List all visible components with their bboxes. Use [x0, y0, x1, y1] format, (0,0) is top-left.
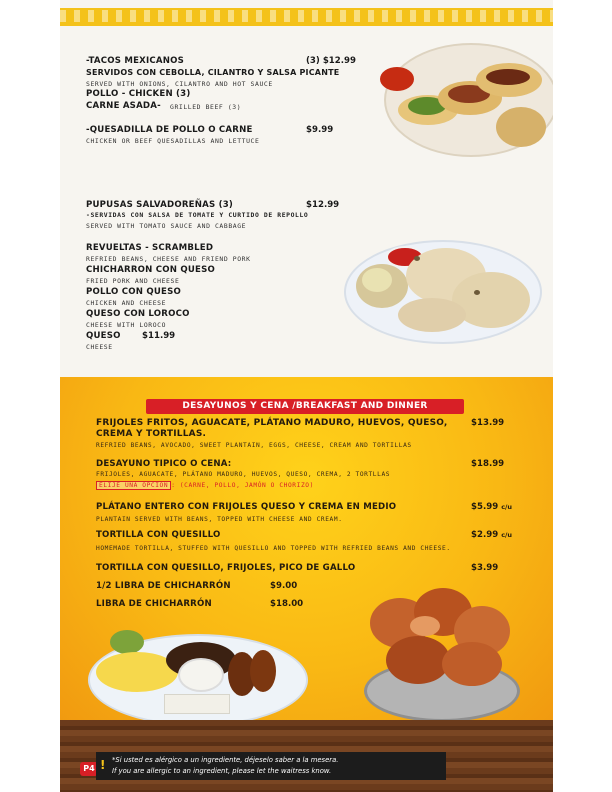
tortilla2-title: TORTILLA CON QUESILLO, FRIJOLES, PICO DE GALLO: [96, 563, 356, 573]
page-number: P4: [80, 762, 98, 776]
tacos-photo: [376, 37, 553, 162]
tipico-price: $18.99: [471, 459, 505, 469]
pupusas-english-desc: SERVED WITH TOMATO SAUCE AND CABBAGE: [86, 222, 247, 230]
tacos-english-desc: SERVED WITH ONIONS, CILANTRO AND HOT SAUCE: [86, 80, 273, 88]
frijoles-price: $13.99: [471, 418, 505, 428]
tortilla2-price: $3.99: [471, 563, 499, 573]
pupusas-photo: [344, 232, 540, 344]
pupusa-option-desc: CHICKEN AND CHEESE: [86, 299, 167, 307]
half-lb-title: 1/2 LIBRA DE CHICHARRÓN: [96, 581, 231, 591]
tortilla-price-value: $2.99: [471, 530, 499, 540]
lb-price: $18.00: [270, 599, 304, 609]
frijoles-title: FRIJOLES FRITOS, AGUACATE, PLÁTANO MADURO, HUEVOS, QUESO,: [96, 418, 448, 428]
frijoles-title-2: CREMA Y TORTILLAS.: [96, 429, 207, 439]
breakfast-banner: DESAYUNOS Y CENA /BREAKFAST AND DINNER: [146, 399, 464, 414]
tipico-desc: FRIJOLES, AGUACATE, PLÁTANO MADURO, HUEVOS, QUESO, CREMA, 2 TORTLLAS: [96, 471, 391, 478]
top-border-pattern: [60, 10, 553, 22]
quesadilla-title: -QUESADILLA DE POLLO O CARNE: [86, 125, 253, 135]
tortilla-unit: c/u: [501, 531, 513, 539]
chicharron-basket-photo: [350, 580, 530, 720]
pupusa-option-desc: CHEESE WITH LOROCO: [86, 321, 167, 329]
half-lb-price: $9.00: [270, 581, 298, 591]
platano-price-value: $5.99: [471, 502, 499, 512]
pupusa-option-title: CHICHARRON CON QUESO: [86, 265, 216, 275]
option-label: ELIJE UNA OPCION: [96, 481, 171, 490]
frijoles-desc: REFRIED BEANS, AVOCADO, SWEET PLANTAIN, EGGS, CHEESE, CREAM AND TORTILLAS: [96, 442, 412, 449]
tacos-pollo: POLLO - CHICKEN (3): [86, 89, 191, 99]
tipico-option: [96, 482, 314, 489]
platano-title: PLÁTANO ENTERO CON FRIJOLES QUESO Y CREMA EN MEDIO: [96, 502, 397, 512]
platano-desc: PLANTAIN SERVED WITH BEANS, TOPPED WITH CHEESE AND CREAM.: [96, 516, 343, 523]
tipico-title: DESAYUNO TIPICO O CENA:: [96, 459, 232, 469]
menu-page: [60, 0, 553, 792]
tacos-title: -TACOS MEXICANOS: [86, 56, 185, 66]
queso-price: $11.99: [142, 331, 176, 341]
platano-unit: c/u: [501, 503, 513, 511]
pupusa-option-desc: CHEESE: [86, 343, 113, 351]
quesadilla-desc: CHICKEN OR BEEF QUESADILLAS AND LETTUCE: [86, 137, 260, 145]
tacos-asada-desc: GRILLED BEEF (3): [170, 103, 242, 111]
tacos-spanish-desc: SERVIDOS CON CEBOLLA, CILANTRO Y SALSA PICANTE: [86, 68, 340, 77]
tortilla-title: TORTILLA CON QUESILLO: [96, 530, 221, 540]
pupusas-title: PUPUSAS SALVADOREÑAS (3): [86, 200, 234, 210]
tacos-asada: CARNE ASADA-: [86, 101, 161, 111]
allergy-english: If you are allergic to an ingredient, please let the waitress know.: [112, 767, 332, 775]
allergy-spanish: *Si usted es alérgico a un ingrediente, déjeselo saber a la mesera.: [112, 756, 339, 764]
pupusa-option-title: QUESO CON LOROCO: [86, 309, 190, 319]
pupusas-price: $12.99: [306, 200, 340, 210]
platano-price: [471, 502, 512, 512]
lb-title: LIBRA DE CHICHARRÓN: [96, 599, 212, 609]
pupusa-option-desc: FRIED PORK AND CHEESE: [86, 277, 180, 285]
pupusas-spanish-desc: -SERVIDAS CON SALSA DE TOMATE Y CURTIDO DE REPOLLO: [86, 211, 309, 219]
pupusa-option-title: REVUELTAS - SCRAMBLED: [86, 243, 214, 253]
quesadilla-price: $9.99: [306, 125, 334, 135]
pupusa-option-title: QUESO: [86, 331, 121, 341]
warning-icon: !: [100, 758, 106, 772]
tortilla-price: [471, 530, 512, 540]
pupusa-option-title: POLLO CON QUESO: [86, 287, 181, 297]
pupusa-option-desc: REFRIED BEANS, CHEESE AND FRIEND PORK: [86, 255, 251, 263]
option-text: : (CARNE, POLLO, JAMÓN O CHORIZO): [171, 482, 314, 489]
tacos-price: (3) $12.99: [306, 56, 356, 66]
tortilla-desc: HOMEMADE TORTILLA, STUFFED WITH QUESILLO AND TOPPED WITH REFRIED BEANS AND CHEESE.: [96, 545, 451, 552]
breakfast-plate-photo: [88, 628, 308, 722]
allergy-notice: [96, 752, 446, 780]
